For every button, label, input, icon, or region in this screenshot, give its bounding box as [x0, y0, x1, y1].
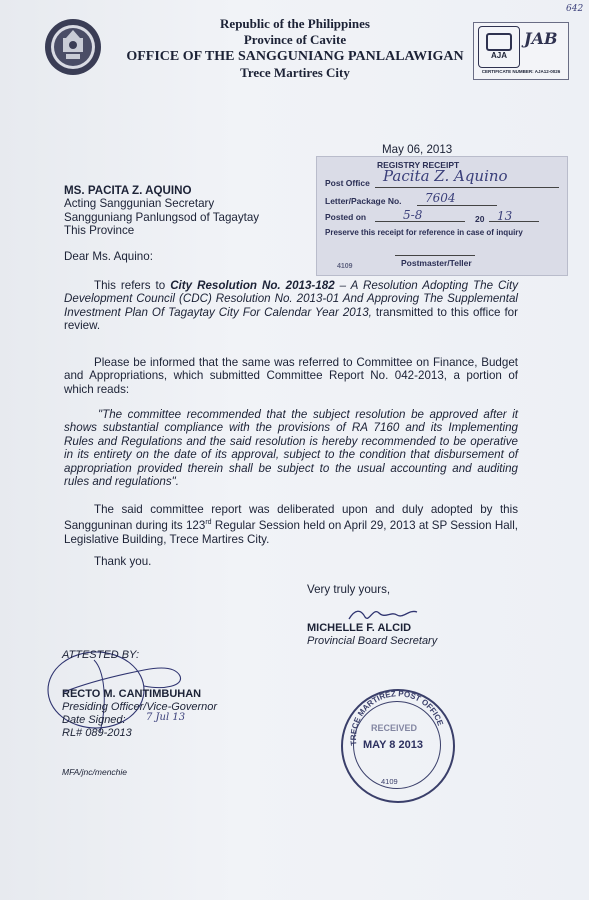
- addressee-block: [64, 184, 259, 238]
- addressee-line-1: Acting Sanggunian Secretary: [64, 197, 215, 211]
- paragraph-2: Please be informed that the same was referred to Committee on Finance, Budget and Appropriations, which submitted Committee Report No. 042-2013, a portion of which reads:: [64, 356, 518, 396]
- jab-logo-icon: JAB: [524, 29, 558, 48]
- header-office: OFFICE OF THE SANGGUNIANG PANLALAWIGAN: [126, 49, 464, 64]
- committee-quote: "The committee recommended that the subject resolution be approved after it shows substantial compliance with the provisions of RA 7160 and its Implementing Rules and Regulations and the said resolution is hereby recommended to be operative in its entirety on the date of its approval, subject to the condition that disbursement of appropriation provided therein shall be subject to the usual accounting and auditing rules and regulations".: [64, 408, 518, 489]
- postmark-stamp: [341, 689, 455, 803]
- postmark-number: 4109: [381, 777, 398, 786]
- registry-receipt-stamp: [316, 156, 568, 276]
- postmaster-label: Postmaster/Teller: [401, 258, 472, 268]
- postmark-arc-label: TRECE MARTIREZ POST OFFICE: [348, 691, 445, 746]
- postmark-date: MAY 8 2013: [363, 739, 423, 751]
- header-republic: Republic of the Philippines: [220, 16, 370, 31]
- post-office-label: Post Office: [325, 178, 370, 188]
- letter-package-handwriting: 7604: [425, 191, 456, 205]
- p3-part-b: Regular Session held on April 29, 2013 at SP Session Hall, Legislative Building, Trece Martires City.: [64, 519, 519, 546]
- provincial-seal-icon: [44, 18, 102, 76]
- addressee-line-2: Sangguniang Panlungsod of Tagaytay: [64, 210, 260, 224]
- posted-on-handwriting: 5-8: [403, 208, 423, 222]
- attester-title: Presiding Officer/Vice-Governor: [62, 701, 218, 713]
- rl-number: RL# 089-2013: [62, 727, 132, 739]
- certification-box: [473, 22, 569, 80]
- certificate-number: CERTIFICATE NUMBER: AJA12-0026: [481, 69, 561, 74]
- p1-resolution-title: – A Resolution Adopting The City Development Council (CDC) Resolution No. 2013-01 And Approving The Supplemental Investment Plan Of Tagaytay City For Calendar Year 2013,: [64, 279, 518, 319]
- addressee-name: MS. PACITA Z. AQUINO: [64, 184, 192, 197]
- preserve-note: Preserve this receipt for reference in case of inquiry: [325, 228, 523, 237]
- postmark-received: RECEIVED: [371, 723, 418, 733]
- aja-logo-icon: AJA: [478, 26, 520, 68]
- registry-stamp-number: 4109: [337, 263, 353, 270]
- signer-name: MICHELLE F. ALCID: [307, 622, 412, 634]
- attested-label: ATTESTED BY:: [62, 649, 140, 661]
- letter-date: May 06, 2013: [382, 143, 453, 156]
- date-signed-label: Date Signed:: [62, 714, 126, 726]
- page-mark: 642: [566, 4, 584, 14]
- p1-intro: This refers to: [94, 279, 171, 292]
- date-signed-handwriting: 7 Jul 13: [146, 712, 186, 723]
- reference-initials: MFA/jnc/menchie: [62, 767, 128, 777]
- post-office-handwriting: Pacita Z. Aquino: [383, 167, 508, 185]
- attester-name: RECTO M. CANTIMBUHAN: [62, 688, 202, 700]
- closing: Very truly yours,: [307, 583, 391, 596]
- p3-superscript: rd: [205, 519, 212, 527]
- year-prefix: 20: [475, 214, 485, 224]
- registry-title: REGISTRY RECEIPT: [377, 160, 460, 170]
- year-handwriting: 13: [497, 209, 513, 223]
- letter-package-label: Letter/Package No.: [325, 196, 402, 206]
- header-city: Trece Martires City: [240, 65, 350, 80]
- signer-title: Provincial Board Secretary: [307, 635, 438, 647]
- paragraph-1: [64, 279, 518, 333]
- header-province: Province of Cavite: [243, 32, 347, 47]
- p1-end: transmitted to this office for review.: [64, 305, 518, 333]
- thanks: Thank you.: [94, 555, 152, 568]
- posted-on-label: Posted on: [325, 212, 367, 222]
- paragraph-3: [64, 503, 518, 546]
- salutation: Dear Ms. Aquino:: [64, 250, 153, 263]
- p1-resolution-number: City Resolution No. 2013-182: [170, 279, 335, 292]
- addressee-line-3: This Province: [64, 224, 135, 238]
- svg-text:TRECE MARTIREZ POST OFFICE: [349, 691, 445, 746]
- p3-part-a: The said committee report was deliberated upon and duly adopted by this Sangguninan during its 123: [64, 503, 518, 533]
